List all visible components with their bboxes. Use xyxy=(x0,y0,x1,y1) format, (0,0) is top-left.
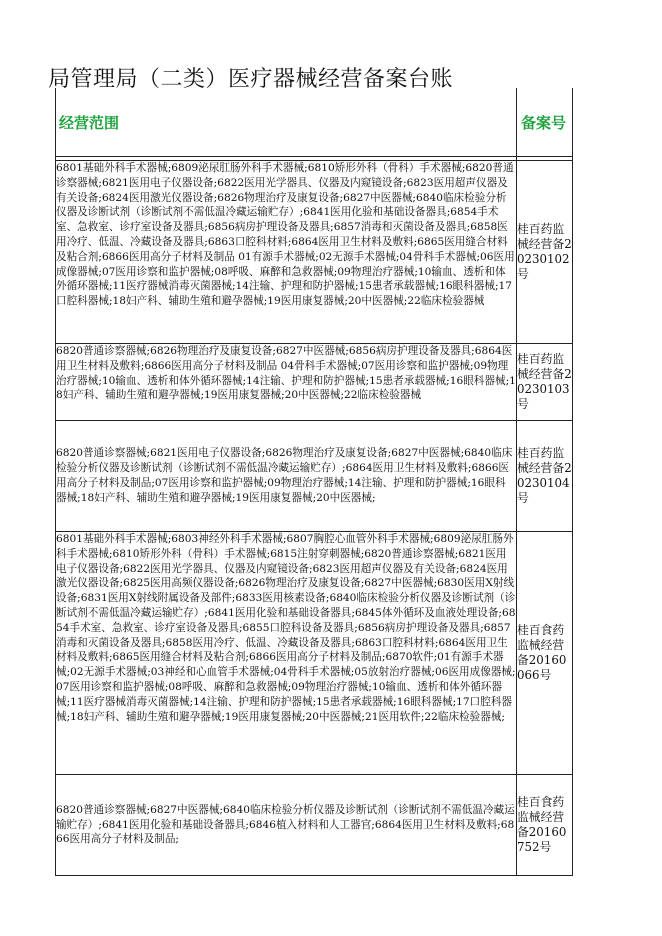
table-row xyxy=(56,161,573,344)
table-row xyxy=(56,421,573,532)
column-header-record-no: 备案号 xyxy=(517,88,573,157)
record-number-cell: 桂百药监械经营备20230103号 xyxy=(517,344,573,421)
column-header-scope: 经营范围 xyxy=(56,88,517,157)
record-number-cell: 桂百药监械经营备20230102号 xyxy=(517,161,573,344)
record-number-cell: 桂百食药监械经营备20160066号 xyxy=(517,532,573,775)
business-scope-cell: 6820普通诊察器械;6826物理治疗及康复设备;6827中医器械;6856病房护理设备及器具;6864医用卫生材料及敷料;6866医用高分子材料及制品 04骨科手术器械;07医用诊察和监护器械;09物理治疗器械;10输血、透析和体外循环器械;14注输、护理和防护器械;15患者承载器械;16眼科器械;18妇产科、辅助生殖和避孕器械;19医用康复器械;20中医器械;22临床检验器械 xyxy=(56,344,517,421)
table-row xyxy=(56,775,573,876)
business-scope-cell: 6801基础外科手术器械;6803神经外科手术器械;6807胸腔心血管外科手术器械;6809泌尿肛肠外科手术器械;6810矫形外科（骨科）手术器械;6815注射穿刺器械;6820普通诊察器械;6821医用电子仪器设备;6822医用光学器具、仪器及内窥镜设备;6823医用超声仪器及有关设备;6824医用激光仪器设备;6825医用高频仪器设备;6826物理治疗及康复设备;6827中医器械;6830医用X射线设备;6831医用X射线附属设备及部件;6833医用核素设备;6840临床检验分析仪器及诊断试剂（诊断试剂不需低温冷藏运输贮存）;6841医用化验和基础设备器具;6845体外循环及血液处理设备;6854手术室、急救室、诊疗室设备及器具;6855口腔科设备及器具;6856病房护理设备及器具;6857消毒和灭菌设备及器具;6858医用冷疗、低温、冷藏设备及器具;6863口腔科材料;6864医用卫生材料及敷料;6865医用缝合材料及粘合剂;6866医用高分子材料及制品;6870软件;01有源手术器械;02无源手术器械;03神经和心血管手术器械;04骨科手术器械;05放射治疗器械;06医用成像器械;07医用诊察和监护器械;08呼吸、麻醉和急救器械;09物理治疗器械;10输血、透析和体外循环器械;11医疗器械消毒灭菌器械;14注输、护理和防护器械;15患者承载器械;16眼科器械;17口腔科器械;18妇产科、辅助生殖和避孕器械;19医用康复器械;20中医器械;21医用软件;22临床检验器械; xyxy=(56,532,517,775)
business-scope-cell: 6820普通诊察器械;6821医用电子仪器设备;6826物理治疗及康复设备;6827中医器械;6840临床检验分析仪器及诊断试剂（诊断试剂不需低温冷藏运输贮存）;6864医用卫生材料及敷料;6866医用高分子材料及制品;07医用诊察和监护器械;09物理治疗器械;14注输、护理和防护器械;16眼科器械;18妇产科、辅助生殖和避孕器械;19医用康复器械;20中医器械; xyxy=(56,421,517,532)
business-scope-cell: 6820普通诊察器械;6827中医器械;6840临床检验分析仪器及诊断试剂（诊断试剂不需低温冷藏运输贮存）;6841医用化验和基础设备器具;6846植入材料和人工器官;6864医用卫生材料及敷料;6866医用高分子材料及制品; xyxy=(56,775,517,876)
table-row xyxy=(56,532,573,775)
business-scope-cell: 6801基础外科手术器械;6809泌尿肛肠外科手术器械;6810矫形外科（骨科）手术器械;6820普通诊察器械;6821医用电子仪器设备;6822医用光学器具、仪器及内窥镜设备;6823医用超声仪器及有关设备;6824医用激光仪器设备;6826物理治疗及康复设备;6827中医器械;6840临床检验分析仪器及诊断试剂（诊断试剂不需低温冷藏运输贮存）;6841医用化验和基础设备器具;6854手术室、急救室、诊疗室设备及器具;6856病房护理设备及器具;6857消毒和灭菌设备及器具;6858医用冷疗、低温、冷藏设备及器具;6863口腔科材料;6864医用卫生材料及敷料;6865医用缝合材料及粘合剂;6866医用高分子材料及制品 01有源手术器械;02无源手术器械;04骨科手术器械;06医用成像器械;07医用诊察和监护器械;08呼吸、麻醉和急救器械;09物理治疗器械;10输血、透析和体外循环器械;11医疗器械消毒灭菌器械;14注输、护理和防护器械;15患者承载器械;16眼科器械;17口腔科器械;18妇产科、辅助生殖和避孕器械;19医用康复器械;20中医器械;22临床检验器械 xyxy=(56,161,517,344)
record-number-cell: 桂百食药监械经营备20160752号 xyxy=(517,775,573,876)
table-row xyxy=(56,344,573,421)
record-table xyxy=(55,88,573,876)
record-number-cell: 桂百药监械经营备20230104号 xyxy=(517,421,573,532)
table-header-row xyxy=(56,88,573,157)
page-title: 局管理局（二类）医疗器械经营备案台账 xyxy=(48,67,454,92)
